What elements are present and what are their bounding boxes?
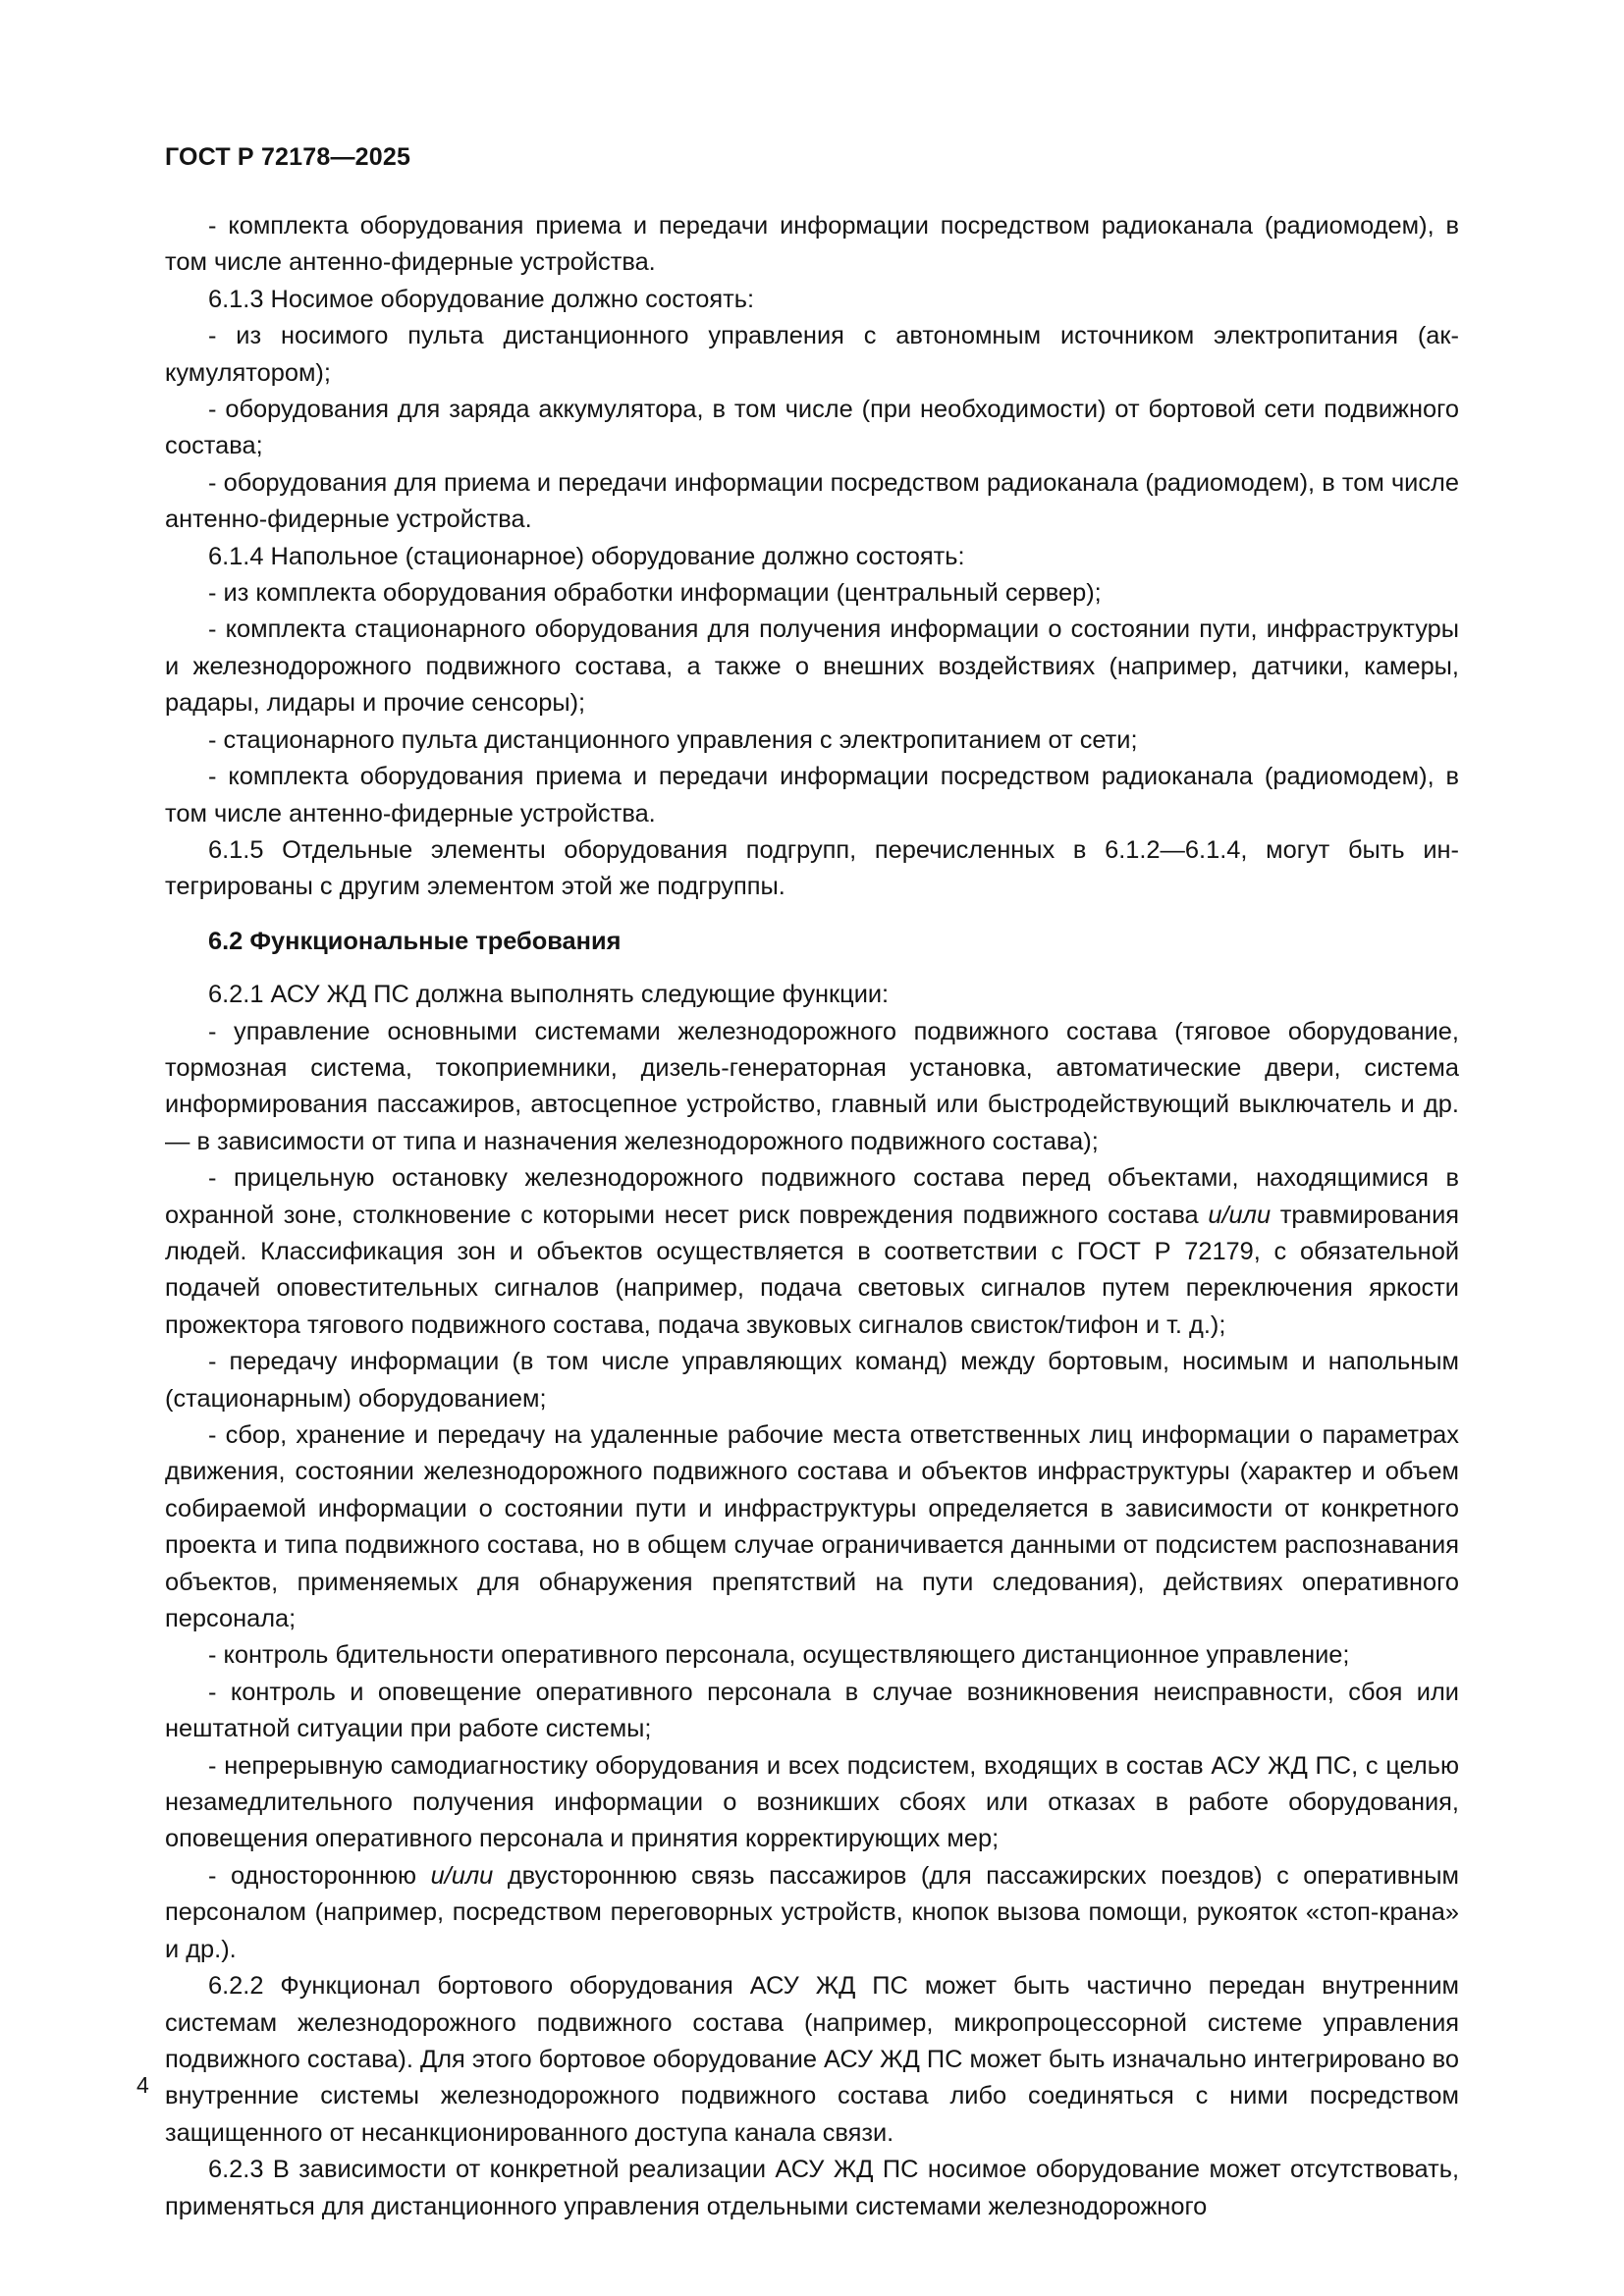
paragraph-bullet-stationary-sensors: - комплекта стационарного оборудования для получения информации о состоянии пути, инфраструктуры и железнодорожного подвижного состава, а также о внешних воздействиях (например, датчики, камеры, радары, лидары и прочие сенсоры);: [165, 615, 1459, 718]
passenger-communication-text-part-2: двустороннюю связь пассажиров (для пассажирских поездов) с оперативным персоналом (например, посредством переговорных устройств, кнопок вызова помощи, рукояток «стоп-крана» и др.).: [165, 1861, 1459, 1963]
clause-6-1-3: 6.1.3 Носимое оборудование должно состоять:: [208, 285, 755, 313]
paragraph-bullet-stationary-console: - стационарного пульта дистанционного управления с электропитанием от сети;: [208, 725, 1138, 754]
precision-stop-emphasis: и/или: [1208, 1201, 1272, 1229]
clause-6-1-4: 6.1.4 Напольное (стационарное) оборудование должно состоять:: [208, 542, 965, 570]
passenger-communication-text-part-1: - одностороннюю: [208, 1861, 431, 1890]
paragraph-bullet-vigilance-control: - контроль бдительности оперативного персонала, осуществляющего дистанционное управление;: [208, 1641, 1350, 1670]
paragraph-bullet-radio-equipment-portable: - оборудования для приема и передачи информации посредством радиоканала (радиомодем), в том числе антенно-фидерные устройства.: [165, 468, 1459, 534]
clause-6-1-5: 6.1.5 Отдельные элементы оборудования подгрупп, перечисленных в 6.1.2—6.1.4, могут быть интегрированы с другим элементом этой же подгруппы.: [165, 835, 1459, 901]
page-header-standard-number: ГОСТ Р 72178—2025: [165, 143, 411, 171]
paragraph-bullet-central-server: - из комплекта оборудования обработки информации (центральный сервер);: [208, 579, 1102, 608]
page-number: 4: [136, 2072, 149, 2098]
paragraph-bullet-data-collection: - сбор, хранение и передачу на удаленные рабочие места ответственных лиц информации о параметрах движения, состоянии железнодорожного подвижного состава и объектов инфраструктуры (характер и объем собираемой информации о состоянии пути и инфраструктуры определяется в зависимости от конкретного проекта и типа подвижного состава, но в общем случае ограничивается данными от подсистем распознавания объектов, применяемых для обнаружения препятствий на пути следования), действиях оперативного персонала;: [165, 1421, 1459, 1633]
document-body: [165, 208, 1459, 2225]
clause-6-2-1: 6.2.1 АСУ ЖД ПС должна выполнять следующие функции:: [208, 981, 890, 1009]
paragraph-bullet-precision-stop: [165, 1160, 1459, 1344]
paragraph-bullet-information-transfer: - передачу информации (в том числе управляющих команд) между бортовым, носимым и напольным (стационарным) оборудованием;: [165, 1348, 1459, 1413]
paragraph-bullet-fault-notification: - контроль и оповещение оперативного персонала в случае возникновения неисправности, сбоя или нештатной ситуации при работе системы;: [165, 1678, 1459, 1743]
paragraph-bullet-radio-modem-1: - комплекта оборудования приема и передачи информации посредством радиоканала (радиомодем), в том числе антенно-фидерные устройства.: [165, 212, 1459, 277]
paragraph-bullet-self-diagnostics: - непрерывную самодиагностику оборудования и всех подсистем, входящих в состав АСУ ЖД ПС, с целью незамедлительного получения информации о возникших сбоях или отказах в работе оборудования, оповещения оперативного персонала и принятия корректирующих мер;: [165, 1751, 1459, 1853]
paragraph-bullet-passenger-communication: [165, 1858, 1459, 1968]
precision-stop-text-part-1: - прицельную остановку железнодорожного подвижного состава перед объектами, находящимися в охранной зоне, столкновение с которыми несет риск повреждения подвижного состава: [165, 1164, 1459, 1229]
passenger-communication-emphasis: и/или: [430, 1861, 494, 1890]
heading-6-2-functional-requirements: 6.2 Функциональные требования: [208, 927, 622, 955]
paragraph-bullet-battery-charger: - оборудования для заряда аккумулятора, в том числе (при необходимости) от бортовой сети подвижного состава;: [165, 396, 1459, 460]
precision-stop-text-part-2: травмирования людей. Классификация зон и объектов осуществляется в соответствии с ГОСТ Р 72179, с обязательной подачей оповестительных сигналов (например, подача световых сигналов путем переключения яркости прожектора тягового подвижного состава, подача звуковых сигналов свисток/тифон и т. д.);: [165, 1201, 1459, 1339]
clause-6-2-2: 6.2.2 Функционал бортового оборудования АСУ ЖД ПС может быть частично передан внутренним системам железнодорожного подвижного состава (например, микропроцессорной системе управления подвижного состава). Для этого бортовое оборудование АСУ ЖД ПС может быть изначально интегрировано во внутренние системы железнодорожного подвижного состава либо соединяться с ними посредством защищенного от несанкционированного доступа канала связи.: [165, 1972, 1459, 2147]
paragraph-bullet-portable-console: - из носимого пульта дистанционного управления с автономным источником электропитания (аккумулятором);: [165, 322, 1459, 387]
paragraph-bullet-radio-modem-2: - комплекта оборудования приема и передачи информации посредством радиоканала (радиомодем), в том числе антенно-фидерные устройства.: [165, 763, 1459, 828]
clause-6-2-3: 6.2.3 В зависимости от конкретной реализации АСУ ЖД ПС носимое оборудование может отсутствовать, применяться для дистанционного управления отдельными системами железнодорожного: [165, 2156, 1459, 2220]
paragraph-bullet-main-systems-control: - управление основными системами железнодорожного подвижного состава (тяговое оборудование, тормозная система, токоприемники, дизель-генераторная установка, автоматические двери, система информирования пассажиров, автосцепное устройство, главный или быстродействующий выключатель и др. — в зависимости от типа и назначения железнодорожного подвижного состава);: [165, 1017, 1459, 1155]
